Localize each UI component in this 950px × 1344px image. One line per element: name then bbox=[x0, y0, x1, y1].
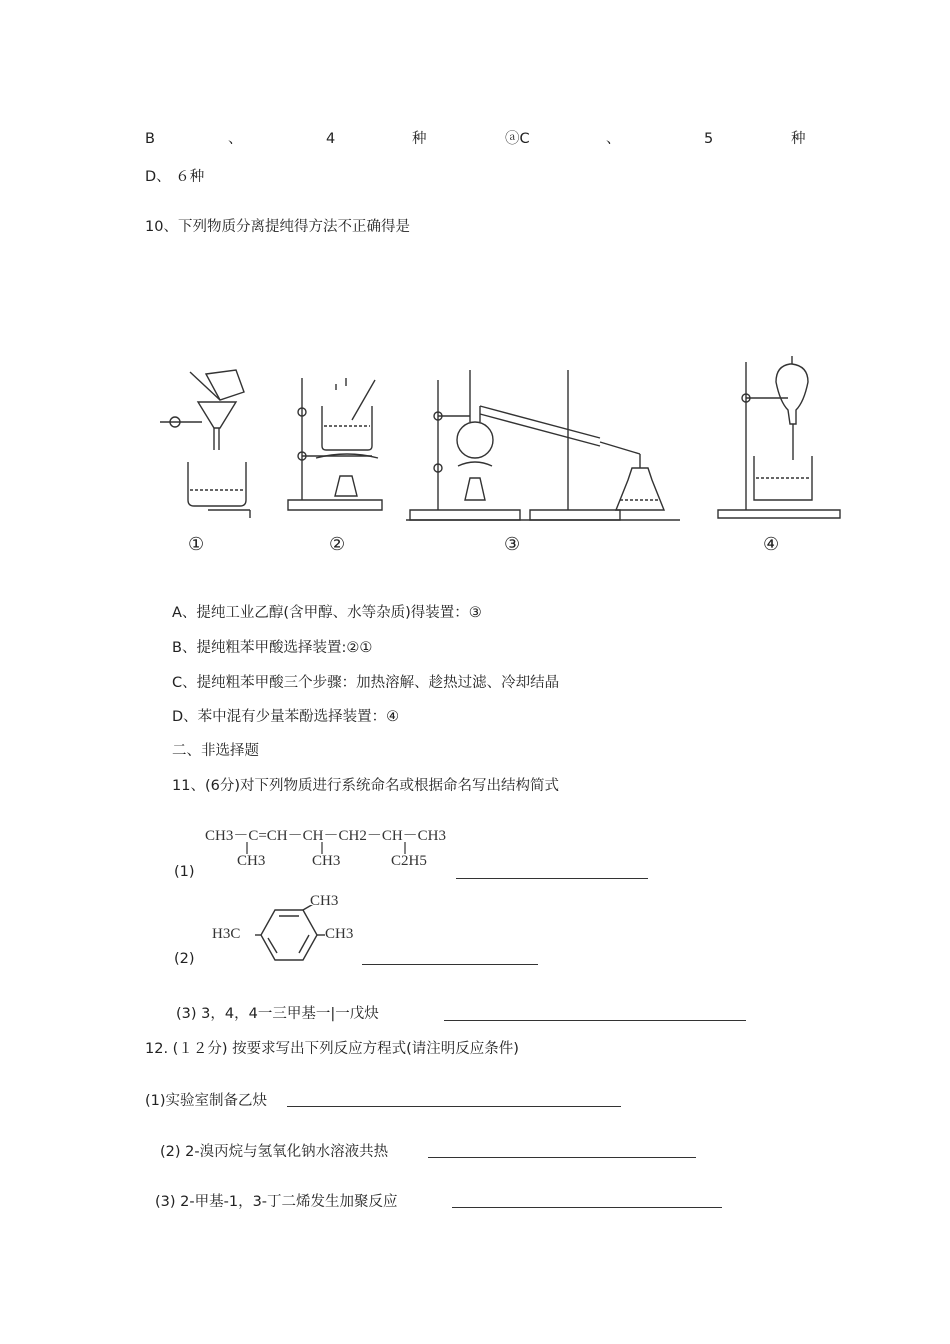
answer-blank-11-2[interactable] bbox=[362, 964, 538, 965]
branch-methyl-1: CH3 bbox=[237, 853, 266, 869]
option-b-separator: 、 bbox=[228, 131, 243, 147]
question-11-stem: 11、(6分)对下列物质进行系统命名或根据命名写出结构简式 bbox=[172, 778, 559, 794]
option-c-count: 5 bbox=[704, 131, 714, 147]
question-12-item-2: (2) 2-溴丙烷与氢氧化钠水溶液共热 bbox=[160, 1144, 389, 1160]
option-c-separator: 、 bbox=[606, 131, 621, 147]
distillation-apparatus bbox=[406, 370, 680, 520]
apparatus-label-1: ① bbox=[188, 534, 205, 555]
answer-blank-11-3[interactable] bbox=[444, 1020, 746, 1021]
option-b-count: 4 bbox=[326, 131, 336, 147]
option-b-letter: B bbox=[145, 131, 155, 147]
apparatus-figure bbox=[140, 350, 860, 570]
option-c-unit: 种 bbox=[791, 131, 806, 147]
benzene-ring bbox=[255, 905, 325, 965]
answer-blank-12-1[interactable] bbox=[287, 1106, 621, 1107]
filtration-apparatus bbox=[160, 370, 250, 518]
question-10-option-d: D、苯中混有少量苯酚选择装置：④ bbox=[172, 709, 400, 725]
apparatus-label-3: ③ bbox=[504, 534, 521, 555]
question-10-option-c: C、提纯粗苯甲酸三个步骤：加热溶解、趁热过滤、冷却结晶 bbox=[172, 675, 560, 691]
question-11-item-2-label: (2) bbox=[174, 951, 195, 967]
option-c-letter: ⓐC bbox=[505, 131, 530, 147]
question-11-item-1-label: (1) bbox=[174, 864, 195, 880]
question-10-option-b: B、提纯粗苯甲酸选择装置:②① bbox=[172, 640, 373, 656]
answer-blank-12-3[interactable] bbox=[452, 1207, 722, 1208]
question-10-option-a: A、提纯工业乙醇(含甲醇、水等杂质)得装置：③ bbox=[172, 605, 482, 621]
question-12-stem: 12. (１２分) 按要求写出下列反应方程式(请注明反应条件) bbox=[145, 1041, 519, 1057]
question-11-item-3: (3) 3，4，4一三甲基一|一戊炔 bbox=[176, 1006, 379, 1022]
section-heading: 二、非选择题 bbox=[172, 743, 259, 759]
option-d: D、 ６种 bbox=[145, 169, 205, 185]
question-12-item-1: (1)实验室制备乙炔 bbox=[145, 1093, 268, 1109]
answer-blank-11-1[interactable] bbox=[456, 878, 648, 879]
apparatus-label-2: ② bbox=[329, 534, 346, 555]
branch-methyl-2: CH3 bbox=[312, 853, 341, 869]
option-b-unit: 种 bbox=[412, 131, 427, 147]
heating-apparatus bbox=[288, 378, 382, 510]
ring-substituent-left: H3C bbox=[212, 926, 241, 942]
branch-ethyl: C2H5 bbox=[391, 853, 427, 869]
separatory-funnel-apparatus bbox=[718, 356, 840, 518]
structural-formula-main-chain: CH3－C=CH－CH－CH2－CH－CH3 bbox=[205, 828, 446, 844]
ring-substituent-top: CH3 bbox=[310, 893, 339, 909]
answer-blank-12-2[interactable] bbox=[428, 1157, 696, 1158]
question-12-item-3: (3) 2-甲基-1，3-丁二烯发生加聚反应 bbox=[155, 1194, 398, 1210]
question-10-stem: 10、下列物质分离提纯得方法不正确得是 bbox=[145, 219, 410, 235]
ring-substituent-right: CH3 bbox=[325, 926, 354, 942]
apparatus-label-4: ④ bbox=[763, 534, 780, 555]
